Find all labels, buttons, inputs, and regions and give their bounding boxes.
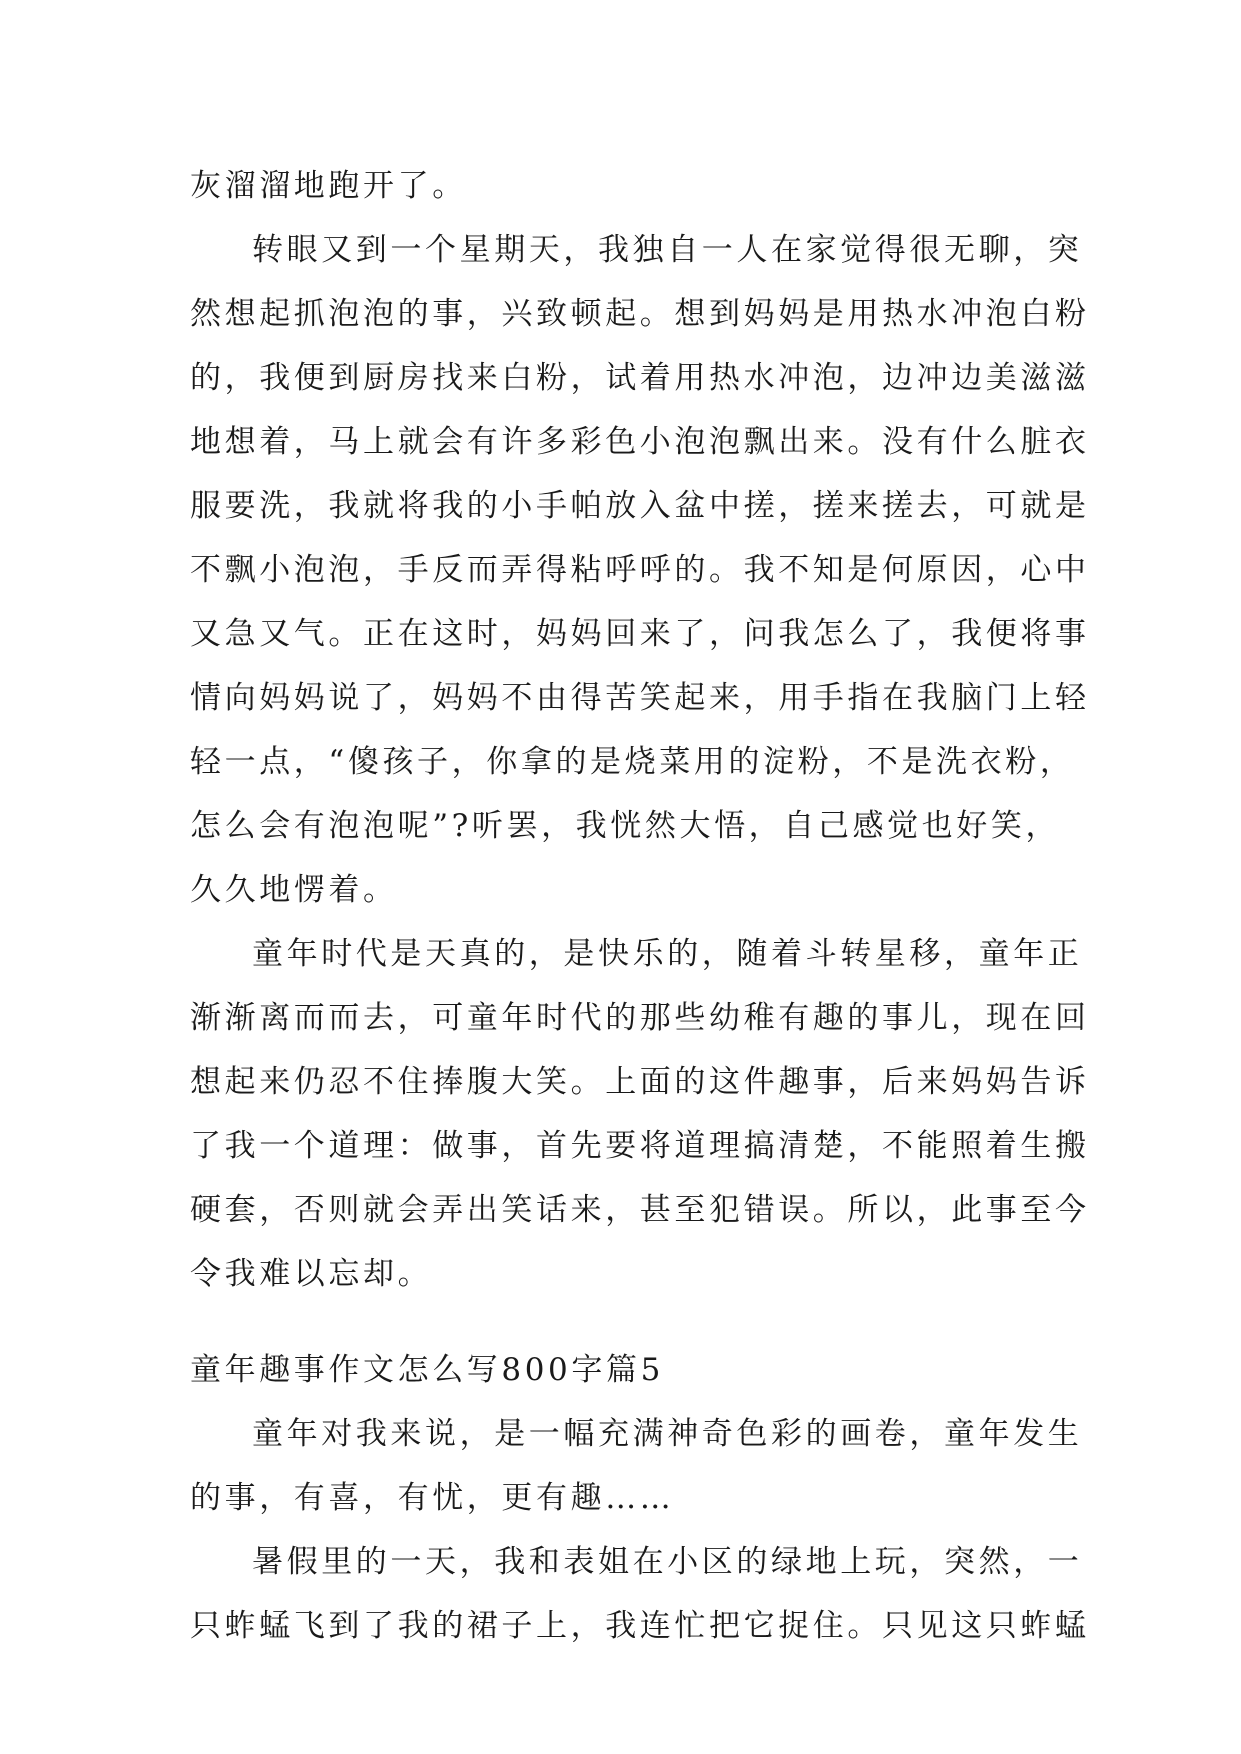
paragraph-first-line: 童年对我来说，是一幅充满神奇色彩的画卷，童年发生 — [252, 1416, 1083, 1452]
paragraph-line: 情向妈妈说了，妈妈不由得苦笑起来，用手指在我脑门上轻 — [190, 680, 1090, 716]
paragraph-line: 硬套，否则就会弄出笑话来，甚至犯错误。所以，此事至今 — [190, 1192, 1090, 1228]
paragraph-line: 久久地愣着。 — [190, 872, 398, 908]
paragraph-line: 轻一点，“傻孩子，你拿的是烧菜用的淀粉，不是洗衣粉， — [190, 744, 1075, 780]
paragraph-line: 怎么会有泡泡呢”?听罢，我恍然大悟，自己感觉也好笑， — [190, 808, 1061, 844]
paragraph-line: 只蚱蜢飞到了我的裙子上，我连忙把它捉住。只见这只蚱蜢 — [190, 1608, 1090, 1644]
paragraph-line: 想起来仍忍不住捧腹大笑。上面的这件趣事，后来妈妈告诉 — [190, 1064, 1090, 1100]
paragraph-line: 地想着，马上就会有许多彩色小泡泡飘出来。没有什么脏衣 — [190, 424, 1090, 460]
paragraph-line: 又急又气。正在这时，妈妈回来了，问我怎么了，我便将事 — [190, 616, 1090, 652]
section-heading: 童年趣事作文怎么写800字篇5 — [190, 1352, 664, 1388]
paragraph-line: 的，我便到厨房找来白粉，试着用热水冲泡，边冲边美滋滋 — [190, 360, 1090, 396]
paragraph-line: 的事，有喜，有忧，更有趣…… — [190, 1480, 675, 1516]
paragraph-first-line: 暑假里的一天，我和表姐在小区的绿地上玩，突然，一 — [252, 1544, 1083, 1580]
paragraph-line: 然想起抓泡泡的事，兴致顿起。想到妈妈是用热水冲泡白粉 — [190, 296, 1090, 332]
paragraph-line: 服要洗，我就将我的小手帕放入盆中搓，搓来搓去，可就是 — [190, 488, 1090, 524]
paragraph-line: 令我难以忘却。 — [190, 1256, 433, 1292]
paragraph-first-line: 转眼又到一个星期天，我独自一人在家觉得很无聊，突 — [252, 232, 1083, 268]
paragraph-line: 灰溜溜地跑开了。 — [190, 168, 467, 204]
paragraph-line: 渐渐离而而去，可童年时代的那些幼稚有趣的事儿，现在回 — [190, 1000, 1090, 1036]
paragraph-first-line: 童年时代是天真的，是快乐的，随着斗转星移，童年正 — [252, 936, 1083, 972]
paragraph-line: 不飘小泡泡，手反而弄得粘呼呼的。我不知是何原因，心中 — [190, 552, 1090, 588]
paragraph-line: 了我一个道理：做事，首先要将道理搞清楚，不能照着生搬 — [190, 1128, 1090, 1164]
